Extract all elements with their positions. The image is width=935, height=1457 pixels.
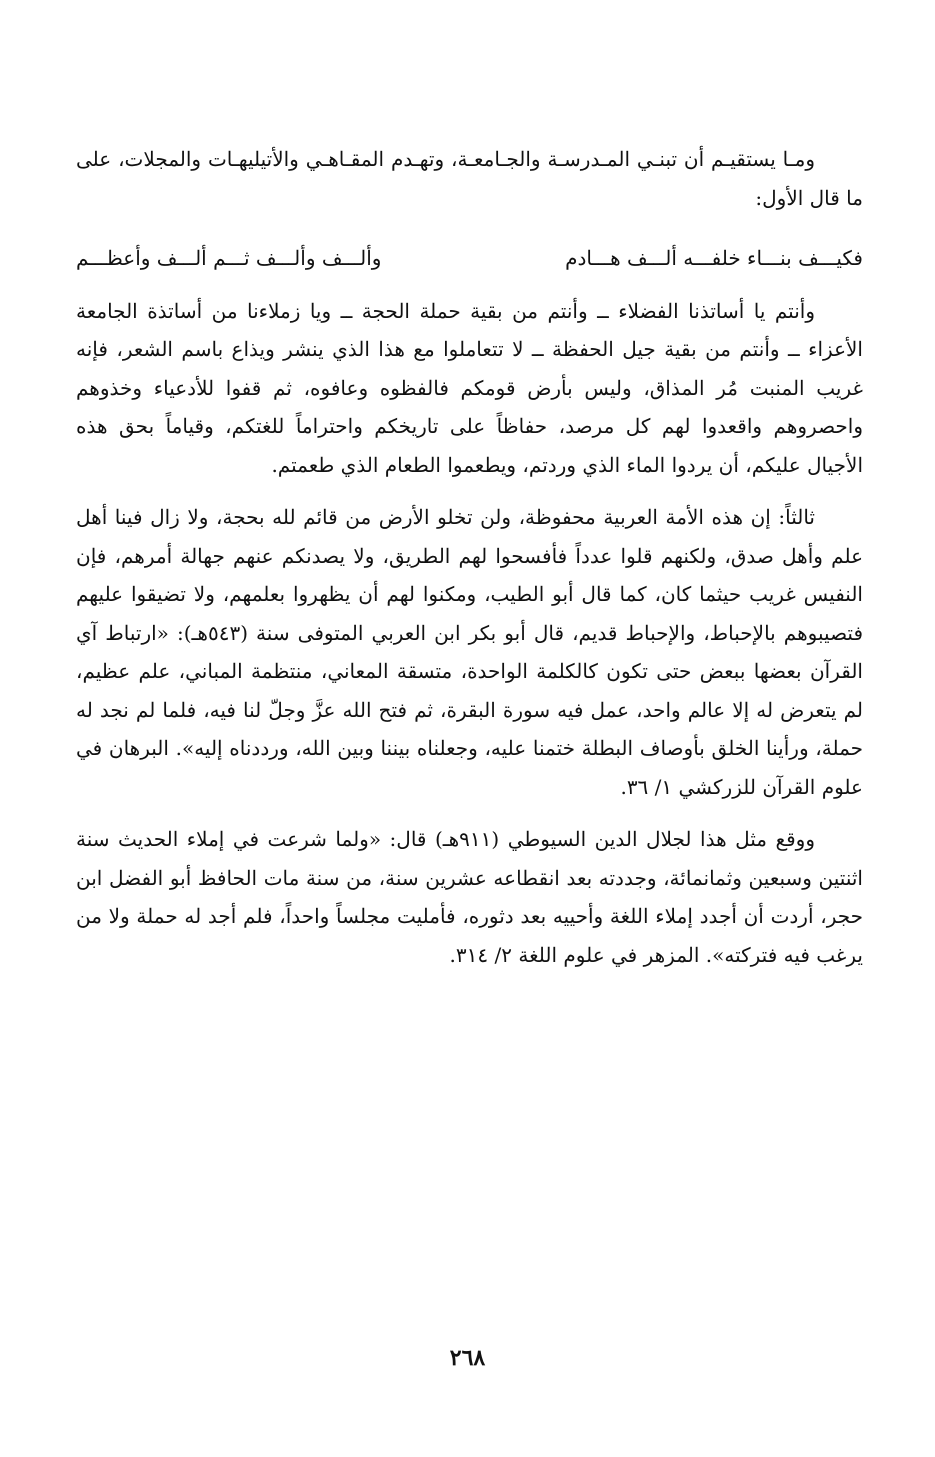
paragraph-suyuti: ووقع مثل هذا لجلال الدين السيوطي (٩١١هـ) قال: «ولما شرعت في إملاء الحديث سنة اثنتين وسبعين وثمانمائة، وجددته بعد انقطاعه عشرين سنة، من سنة مات الحافظ أبو الفضل ابن حجر، أردت أن أجدد إملاء اللغة وأحييه بعد دثوره، فأمليت مجلساً واحداً، فلم أجد له حملة ولا من يرغب فيه فتركته». المزهر في علوم اللغة ٢/ ٣١٤. (76, 827, 864, 967)
spacer (76, 217, 863, 239)
spacer (76, 806, 863, 820)
spacer (76, 278, 863, 292)
verse-first-hemistich: فكيـــف بنـــاء خلفـــه ألـــف هـــادم (565, 246, 863, 270)
verse-second-hemistich: وألـــف وألـــف ثـــم ألـــف وأعظـــم (76, 246, 382, 270)
paragraph-third: ثالثاً: إن هذه الأمة العربية محفوظة، ولن تخلو الأرض من قائم لله بحجة، ولا زال فينا أهل علم وأهل صدق، ولكنهم قلوا عدداً فأفسحوا لهم الطريق، ولا يصدنكم عنهم جهالة أمرهم، فإن النفيس غريب حيثما كان، كما قال أبو الطيب، ومكنوا لهم أن يظهروا بعلمهم، ولا تضيقوا عليهم فتصيبوهم بالإحباط، والإحباط قديم، قال أبو بكر ابن العربي المتوفى سنة (٥٤٣هـ): «ارتباط آي القرآن بعضها ببعض حتى تكون كالكلمة الواحدة، متسقة المعاني، منتظمة المباني، علم عظيم، لم يتعرض له إلا عالم واحد، عمل فيه سورة البقرة، ثم فتح الله عزَّ وجلّ لنا فيه، فلما لم نجد له حملة، ورأينا الخلق بأوصاف البطلة ختمنا عليه، وجعلناه بيننا وبين الله، ورددناه إليه». البرهان في علوم القرآن للزركشي ١/ ٣٦. (76, 505, 864, 799)
paragraph-intro: ومـا يستقيـم أن تبنـي المـدرسـة والجـامعـة، وتهـدم المقـاهـي والأتيليهـات والمجلات، على ما قال الأول: (76, 147, 863, 210)
paragraph-appeal: وأنتم يا أساتذنا الفضلاء ــ وأنتم من بقية حملة الحجة ــ ويا زملاءنا من أساتذة الجامعة الأعزاء ــ وأنتم من بقية جيل الحفظة ــ لا تتعاملوا مع هذا الذي ينشر ويذاع باسم الشعر، فإنه غريب المنبت مُر المذاق، وليس بأرض قومكم فالفظوه وعافوه، ثم قفوا للأدعياء وخذوهم واحصروهم واقعدوا لهم كل مرصد، حفاظاً على تاريخكم واحتراماً للغتكم، وقياماً بحق هذه الأجيال عليكم، أن يردوا الماء الذي وردتم، ويطعموا الطعام الذي طعمتم. (76, 298, 863, 477)
spacer (76, 484, 863, 498)
poetry-verse (76, 239, 863, 278)
page-body (76, 140, 863, 974)
page-number: ٢٦٨ (449, 1345, 486, 1371)
